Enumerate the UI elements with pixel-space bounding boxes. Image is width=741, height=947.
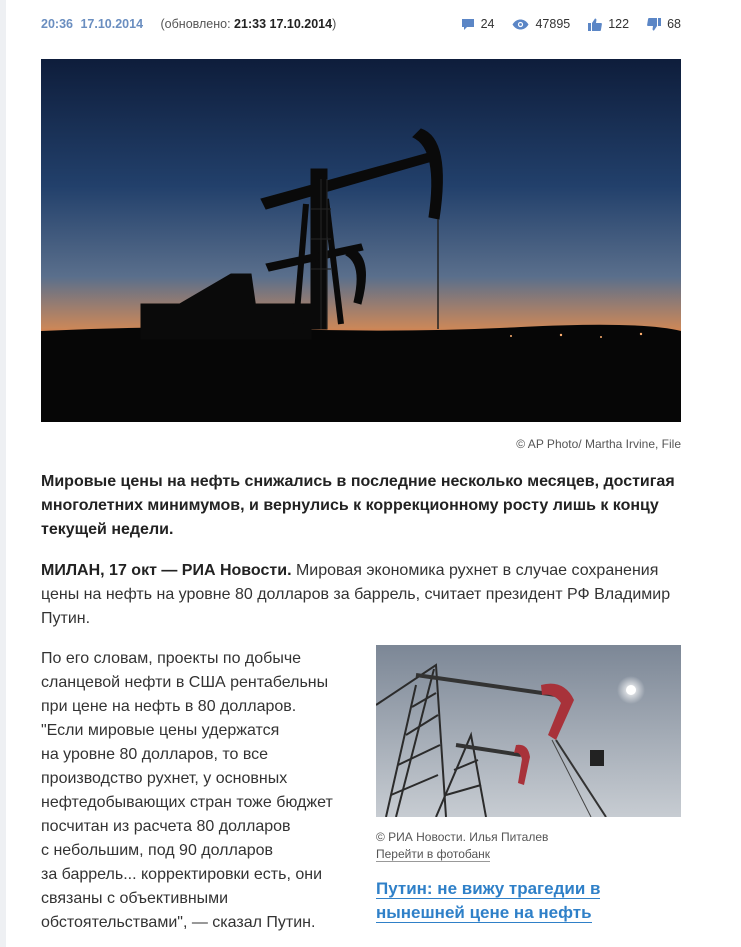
article-meta	[41, 17, 681, 33]
paragraph-line: По его словам, проекты по добыче	[41, 650, 302, 667]
publish-time: 20:36	[41, 17, 73, 31]
likes-count[interactable]: 122	[588, 17, 629, 31]
related-photo[interactable]	[376, 645, 681, 817]
oil-pump-sunset-image	[41, 59, 681, 422]
thumbs-up-icon	[588, 18, 602, 31]
updated-datetime: 21:33 17.10.2014	[234, 17, 333, 31]
views-count: 47895	[512, 17, 570, 31]
paragraph-line: связаны с объективными	[41, 890, 229, 907]
related-photo-credit: © РИА Новости. Илья Питалев	[376, 830, 549, 844]
paragraph-line: производство рухнет, у основных	[41, 770, 288, 787]
photobank-link[interactable]: Перейти в фотобанк	[376, 847, 491, 861]
comment-icon	[461, 18, 475, 31]
dateline: МИЛАН, 17 окт — РИА Новости.	[41, 562, 292, 579]
related-article-block	[376, 645, 681, 925]
paragraph-line: нефтедобывающих стран тоже бюджет	[41, 794, 333, 811]
paragraph-line: за баррель... корректировки есть, они	[41, 866, 323, 883]
comments-count[interactable]: 24	[461, 17, 495, 31]
article-stats	[461, 17, 681, 31]
paragraph-line: посчитан из расчета 80 долларов	[41, 818, 291, 835]
updated-info: (обновлено: 21:33 17.10.2014)	[160, 17, 337, 31]
paragraph-line: на уровне 80 долларов, то все	[41, 746, 269, 763]
article-lead: Мировые цены на нефть снижались в последние несколько месяцев, достигая многолетних минимумов, и вернулись к коррекционному росту лишь к концу текущей недели.	[41, 473, 675, 538]
hero-photo-credit: © AP Photo/ Martha Irvine, File	[516, 437, 681, 451]
paragraph-line: при цене на нефть в 80 долларов.	[41, 698, 297, 715]
publish-date: 17.10.2014	[80, 17, 144, 31]
paragraph-line: "Если мировые цены удержатся	[41, 722, 280, 739]
eye-icon	[512, 19, 529, 30]
thumbs-down-icon	[647, 18, 661, 31]
article-paragraph-2	[41, 647, 361, 935]
left-border	[0, 0, 6, 947]
article-paragraph-1: МИЛАН, 17 окт — РИА Новости. Мировая экономика рухнет в случае сохранения цены на нефть на уровне 80 долларов за баррель, считает президент РФ Владимир Путин.	[41, 562, 671, 627]
paragraph-line: обстоятельствами", — сказал Путин.	[41, 914, 316, 931]
paragraph-line: с небольшим, под 90 долларов	[41, 842, 274, 859]
related-article-title-link[interactable]: Путин: не вижу трагедии в нынешней цене на нефть	[376, 879, 601, 922]
paragraph-line: сланцевой нефти в США рентабельны	[41, 674, 329, 691]
pump-jack-photo	[376, 645, 681, 817]
hero-photo[interactable]	[41, 59, 681, 422]
dislikes-count[interactable]: 68	[647, 17, 681, 31]
